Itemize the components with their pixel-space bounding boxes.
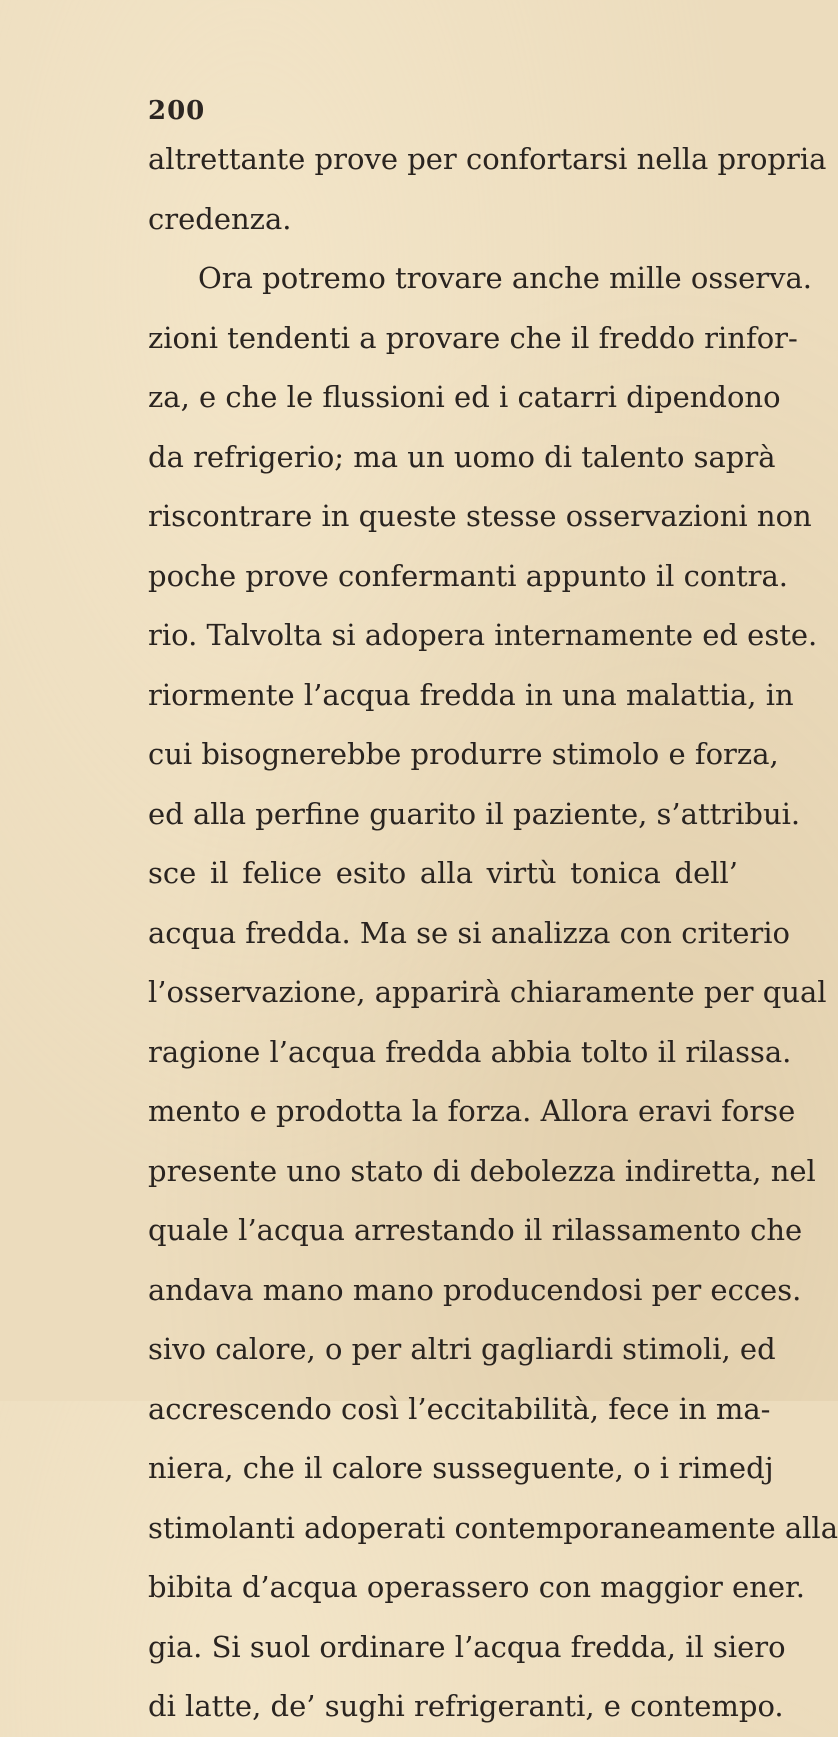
text-line: mento e prodotta la forza. Allora eravi forse (148, 1094, 796, 1128)
text-line: gia. Si suol ordinare l’acqua fredda, il siero (148, 1629, 786, 1664)
text-line: andava mano mano producendosi per ecces. (148, 1272, 802, 1307)
text-line: stimolanti adoperati contemporaneamente alla (148, 1510, 838, 1545)
text-line: ragione l’acqua fredda abbia tolto il rilassa. (148, 1034, 792, 1069)
text-line: zioni tendenti a provare che il freddo rinfor- (148, 320, 798, 355)
text-line: quale l’acqua arrestando il rilassamento che (148, 1213, 803, 1247)
text-line: sce il felice esito alla virtù tonica dell’ (148, 856, 738, 890)
text-line: altrettante prove per confortarsi nella propria (148, 142, 827, 176)
text-line: acqua fredda. Ma se si analizza con criterio (148, 915, 790, 950)
text-line: riscontrare in queste stesse osservazioni non (148, 499, 812, 533)
text-line: rio. Talvolta si adopera internamente ed este. (148, 618, 818, 652)
text-line: da refrigerio; ma un uomo di talento saprà (148, 439, 776, 474)
text-line: di latte, de’ sughi refrigeranti, e contempo. (148, 1689, 784, 1723)
text-line: bibita d’acqua operassero con maggior ener. (148, 1570, 805, 1604)
text-line: sivo calore, o per altri gagliardi stimoli, ed (148, 1332, 776, 1366)
text-line: credenza. (148, 201, 292, 236)
text-line: cui bisognerebbe produrre stimolo e forza, (148, 737, 779, 771)
text-line: ed alla perfine guarito il paziente, s’attribui. (148, 796, 801, 831)
text-line: poche prove confermanti appunto il contra. (148, 558, 788, 593)
text-line: riormente l’acqua fredda in una malattia, in (148, 677, 794, 712)
body-text (148, 130, 838, 1737)
text-line: za, e che le flussioni ed i catarri dipendono (148, 380, 781, 414)
text-line: l’osservazione, apparirà chiaramente per qual (148, 975, 827, 1009)
text-line: niera, che il calore susseguente, o i rimedj (148, 1451, 774, 1485)
text-line: accrescendo così l’eccitabilità, fece in ma- (148, 1391, 771, 1426)
paragraph-start-line: Ora potremo trovare anche mille osserva. (198, 261, 813, 295)
page-number: 200 (148, 96, 206, 126)
text-line: presente uno stato di debolezza indiretta, nel (148, 1153, 816, 1188)
